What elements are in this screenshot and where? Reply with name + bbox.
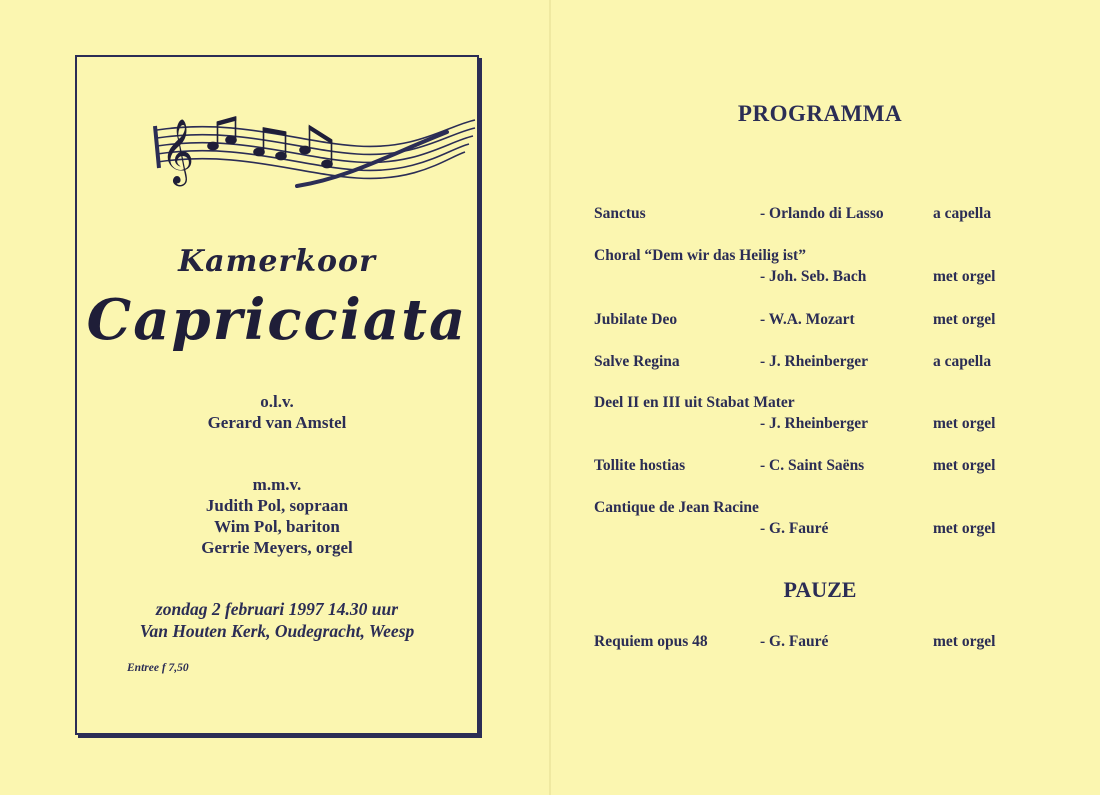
piece-title: Choral “Dem wir das Heilig ist” xyxy=(594,247,806,264)
piece-title: Tollite hostias xyxy=(594,457,686,474)
piece-title: Salve Regina xyxy=(594,353,680,370)
performers-prefix: m.m.v. xyxy=(252,475,302,494)
piece-composer: - W.A. Mozart xyxy=(760,311,855,328)
piece-composer: - J. Rheinberger xyxy=(760,415,869,432)
piece-title: Deel II en III uit Stabat Mater xyxy=(594,394,795,411)
piece-composer: - G. Fauré xyxy=(760,520,829,537)
piece-performance: met orgel xyxy=(933,520,996,537)
piece-composer: - G. Fauré xyxy=(760,633,829,650)
programme-item xyxy=(594,309,1054,330)
piece-performance: a capella xyxy=(933,353,992,370)
programme-item xyxy=(594,455,1054,476)
piece-composer: - Orlando di Lasso xyxy=(760,205,884,222)
performer: Wim Pol, bariton xyxy=(214,517,340,536)
programme-item xyxy=(594,392,1054,434)
performer: Judith Pol, sopraan xyxy=(205,496,349,515)
performers-block xyxy=(77,474,477,558)
fold-line xyxy=(549,0,551,795)
programme-item xyxy=(594,245,1054,287)
performer: Gerrie Meyers, orgel xyxy=(201,538,353,557)
conductor-prefix: o.l.v. xyxy=(260,392,294,411)
programme-item xyxy=(594,631,1054,652)
conductor-name: Gerard van Amstel xyxy=(207,413,347,432)
programme-item xyxy=(594,497,1054,539)
entree-price: Entree f 7,50 xyxy=(127,662,189,674)
piece-performance: met orgel xyxy=(933,268,996,285)
piece-performance: met orgel xyxy=(933,633,996,650)
piece-composer: - Joh. Seb. Bach xyxy=(760,268,867,285)
choir-name: Capricciata xyxy=(86,287,468,353)
piece-title: Cantique de Jean Racine xyxy=(594,499,759,516)
programme-title: PROGRAMMA xyxy=(737,101,903,126)
event-venue: Van Houten Kerk, Oudegracht, Weesp xyxy=(139,621,415,641)
music-staff-illustration xyxy=(147,112,477,192)
svg-text:𝄞: 𝄞 xyxy=(161,119,195,184)
programme-item xyxy=(594,203,1054,224)
event-details xyxy=(77,598,477,642)
piece-performance: a capella xyxy=(933,205,992,222)
piece-title: Sanctus xyxy=(594,205,646,222)
intermission-heading: PAUZE xyxy=(783,577,857,602)
event-date-time: zondag 2 februari 1997 14.30 uur xyxy=(155,599,399,619)
piece-performance: met orgel xyxy=(933,311,996,328)
programme-item xyxy=(594,351,1054,372)
piece-performance: met orgel xyxy=(933,457,996,474)
piece-title: Jubilate Deo xyxy=(594,311,678,328)
piece-composer: - C. Saint Saëns xyxy=(760,457,865,474)
piece-title: Requiem opus 48 xyxy=(594,633,708,650)
piece-performance: met orgel xyxy=(933,415,996,432)
piece-composer: - J. Rheinberger xyxy=(760,353,869,370)
conductor-block xyxy=(77,391,477,433)
choir-type: Kamerkoor xyxy=(178,244,376,279)
cover-panel xyxy=(75,55,479,735)
